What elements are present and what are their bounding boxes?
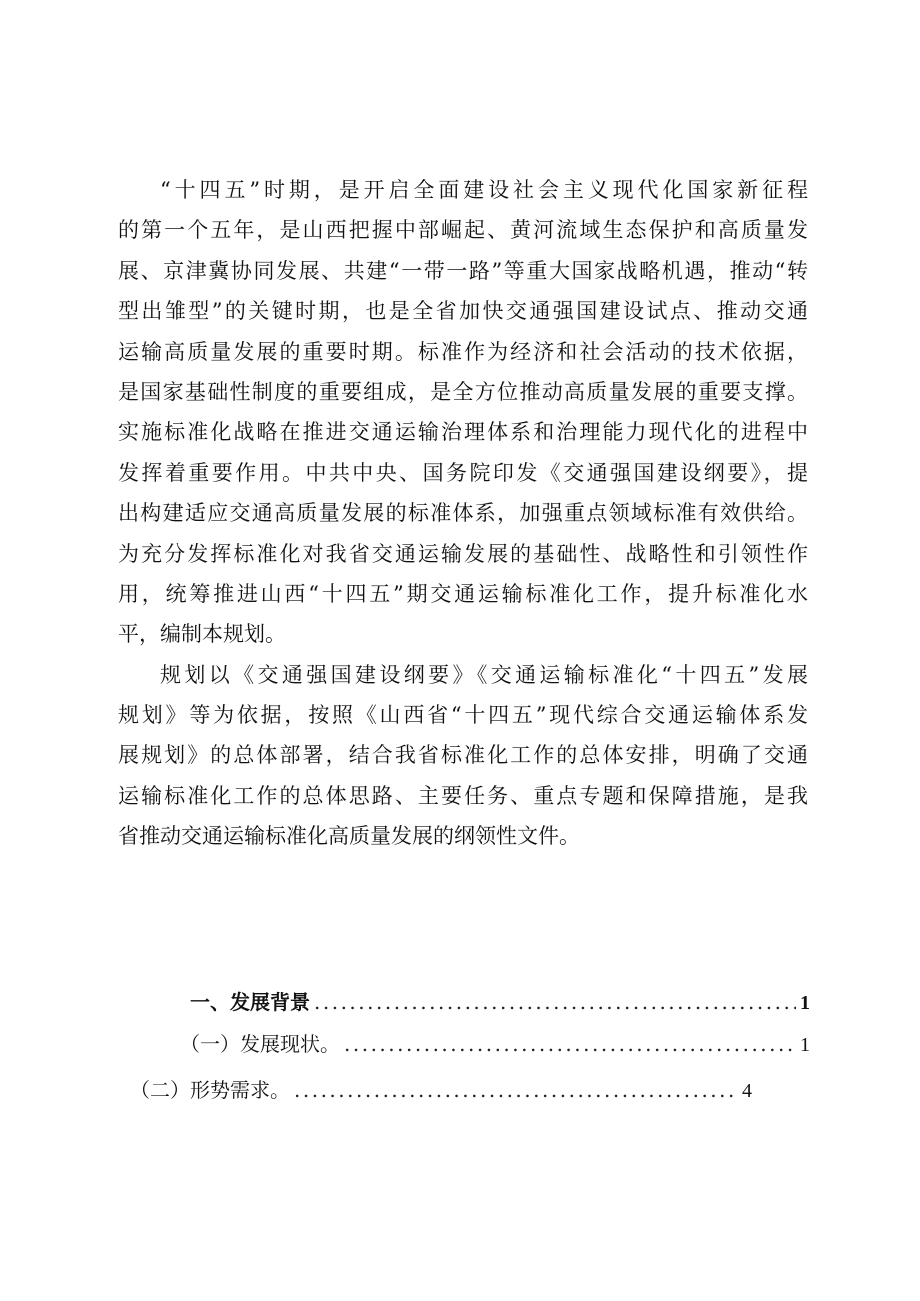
toc-leader-dots — [344, 1027, 796, 1061]
paragraph-1-line: 展、京津冀协同发展、共建“一带一路”等重大国家战略机遇，推动“转 — [118, 258, 808, 283]
toc-leader-dots — [314, 985, 796, 1019]
paragraph-1-line: 为充分发挥标准化对我省交通运输发展的基础性、战略性和引领性作 — [118, 541, 808, 566]
toc-entry-label: （一）发展现状。 — [180, 1032, 340, 1056]
paragraph-1-line: 的第一个五年，是山西把握中部崛起、黄河流域生态保护和高质量发 — [118, 218, 808, 243]
toc-entry-page: 1 — [800, 992, 810, 1014]
paragraph-2-line: 规划》等为依据，按照《山西省“十四五”现代综合交通运输体系发 — [118, 703, 808, 728]
paragraph-2-line: 规划以《交通强国建设纲要》《交通运输标准化“十四五”发展 — [160, 662, 808, 687]
toc-entry-situation-needs[interactable] — [130, 1073, 752, 1107]
toc-entry-label: 一、发展背景 — [190, 990, 310, 1014]
toc-entry-label: （二）形势需求。 — [130, 1078, 290, 1102]
paragraph-1-line: 发挥着重要作用。中共中央、国务院印发《交通强国建设纲要》，提 — [118, 460, 808, 485]
paragraph-1-line: 运输高质量发展的重要时期。标准作为经济和社会活动的技术依据， — [118, 339, 808, 364]
paragraph-2-line: 展规划》的总体部署，结合我省标准化工作的总体安排，明确了交通 — [118, 743, 808, 768]
toc-entry-page: 4 — [742, 1080, 752, 1102]
paragraph-1-line: “十四五”时期，是开启全面建设社会主义现代化国家新征程 — [160, 178, 808, 202]
paragraph-2-line: 运输标准化工作的总体思路、主要任务、重点专题和保障措施，是我 — [118, 783, 808, 808]
toc-entry-development-background[interactable] — [190, 985, 810, 1019]
paragraph-1-line: 出构建适应交通高质量发展的标准体系，加强重点领域标准有效供给。 — [118, 501, 808, 526]
paragraph-1-line: 实施标准化战略在推进交通运输治理体系和治理能力现代化的进程中 — [118, 420, 808, 445]
paragraph-1-line: 型出雏型”的关键时期，也是全省加快交通强国建设试点、推动交通 — [118, 299, 808, 324]
paragraph-1-line: 平，编制本规划。 — [118, 622, 286, 647]
paragraph-2-line: 省推动交通运输标准化高质量发展的纲领性文件。 — [118, 824, 580, 849]
body-text — [118, 170, 808, 857]
toc-entry-current-status[interactable] — [180, 1027, 810, 1061]
toc-entry-page: 1 — [800, 1034, 810, 1056]
toc-leader-dots — [294, 1073, 738, 1107]
paragraph-1-line: 是国家基础性制度的重要组成，是全方位推动高质量发展的重要支撑。 — [118, 379, 808, 404]
paragraph-1-line: 用，统筹推进山西“十四五”期交通运输标准化工作，提升标准化水 — [118, 581, 808, 606]
